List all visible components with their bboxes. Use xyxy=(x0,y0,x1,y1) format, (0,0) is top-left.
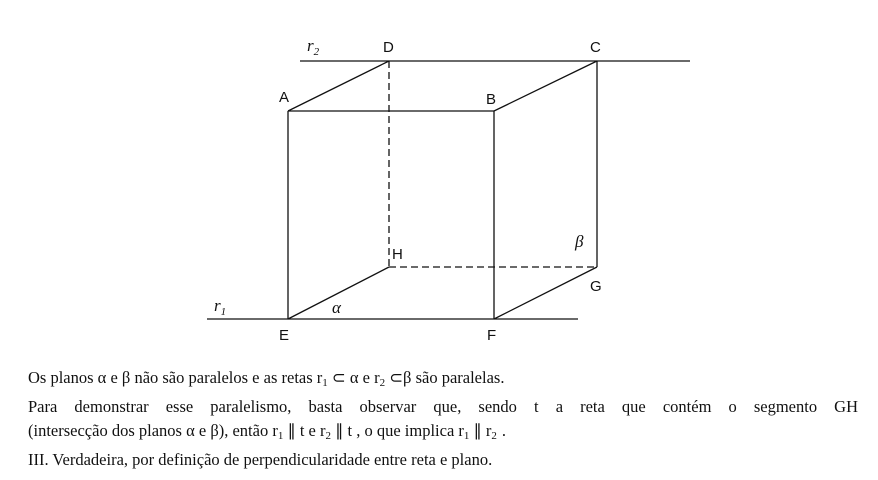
paragraph-line-2: Para demonstrar esse paralelismo, basta observar que, sendo t a reta que contém o segmento GH xyxy=(28,397,858,416)
vertex-label-d: D xyxy=(383,39,394,56)
paragraph-line-1: Os planos α e β não são paralelos e as retas r1 ⊂ α e r2 ⊂β são paralelas. xyxy=(28,368,505,389)
paragraph-line-4: III. Verdadeira, por definição de perpendicularidade entre reta e plano. xyxy=(28,450,493,469)
plane-label-beta: β xyxy=(575,232,584,251)
paragraph-line-3: (intersecção dos planos α e β), então r1 ∥ t e r2 ∥ t , o que implica r1 ∥ r2 . xyxy=(28,421,507,442)
vertex-label-f: F xyxy=(487,327,497,344)
vertex-label-c: C xyxy=(590,39,601,56)
line-label-r1: $r_1$ xyxy=(214,296,227,318)
vertex-label-a: A xyxy=(279,89,290,106)
vertex-label-h: H xyxy=(392,246,403,263)
plane-label-alpha: α xyxy=(332,298,341,317)
line-label-r2: $r_2$ xyxy=(307,36,320,58)
vertex-label-g: G xyxy=(590,278,602,295)
edge-ad xyxy=(288,61,389,111)
explanation-text xyxy=(28,366,858,472)
vertex-label-e: E xyxy=(279,327,290,344)
edge-fg xyxy=(494,267,597,319)
edge-bc xyxy=(494,61,597,111)
vertex-label-b: B xyxy=(486,91,497,108)
